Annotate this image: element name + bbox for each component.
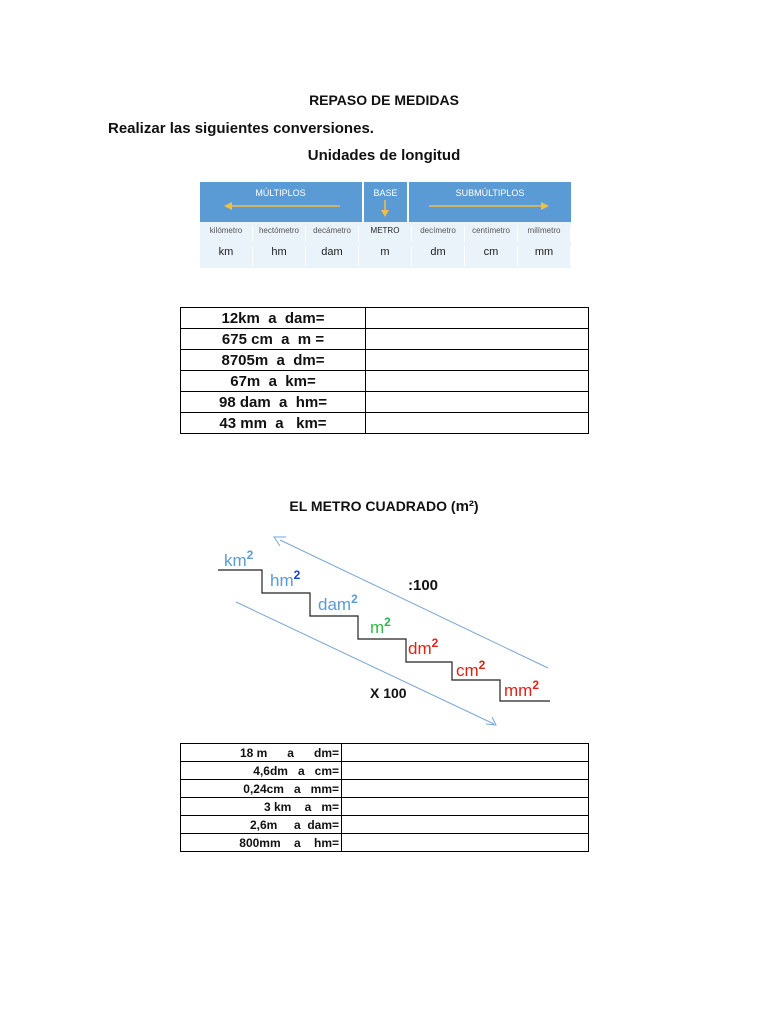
unit-name: hectómetro [253,226,306,242]
exercise-question: 43 mm a km= [181,413,366,434]
exercise-question: 675 cm a m = [181,329,366,350]
exercise-question: 3 km a m= [181,798,342,816]
unit-symbol: dam [306,246,359,266]
length-conversion-table [180,307,589,434]
square-meter-title-unit: m² [455,498,474,515]
answer-cell[interactable] [366,308,589,329]
unit-name: decímetro [412,226,465,242]
unit-chart [200,182,571,268]
answer-cell[interactable] [342,762,589,780]
answer-cell[interactable] [366,392,589,413]
answer-cell[interactable] [366,329,589,350]
step-label-dm2: $dm^2$ [408,636,439,658]
multiples-group [200,182,361,222]
multiples-label: MÚLTIPLOS [255,188,306,198]
right-arrow-icon [409,198,571,218]
table-row [181,392,589,413]
exercise-question: 18 m a dm= [181,744,342,762]
unit-symbols-row [200,246,571,266]
unit-symbol: hm [253,246,306,266]
exercise-question: 98 dam a hm= [181,392,366,413]
unit-symbol: m [359,246,412,266]
unit-name: centímetro [465,226,518,242]
area-conversion-table [180,743,589,852]
table-row [181,329,589,350]
left-arrow-icon [200,198,361,218]
exercise-question: 4,6dm a cm= [181,762,342,780]
step-label-dam2: dam$^2$ [318,592,358,614]
base-label: BASE [373,188,398,198]
step-label-cm2: $cm^2$ [456,658,486,680]
answer-cell[interactable] [366,371,589,392]
instructions: Realizar las siguientes conversiones. [108,120,374,137]
table-row [181,798,589,816]
step-label-mm2: $mm^2$ [504,678,540,700]
submultiples-label: SUBMÚLTIPLOS [455,188,525,198]
table-row [181,308,589,329]
exercise-question: 67m a km= [181,371,366,392]
divide-label: :100 [408,577,439,594]
exercise-question: 2,6m a dam= [181,816,342,834]
table-row [181,816,589,834]
answer-cell[interactable] [342,834,589,852]
answer-cell[interactable] [342,798,589,816]
table-row [181,762,589,780]
table-row [181,413,589,434]
square-meter-title [0,498,768,515]
square-meter-title-text: EL METRO CUADRADO ( [289,498,456,514]
page-title: REPASO DE MEDIDAS [309,92,459,108]
table-row [181,834,589,852]
staircase-diagram [210,528,560,728]
unit-name: METRO [359,226,412,242]
step-label-m2: $m^2$ [370,615,391,637]
answer-cell[interactable] [342,816,589,834]
multiply-label: X 100 [370,685,407,701]
unit-symbol: cm [465,246,518,266]
table-row [181,350,589,371]
table-row [181,371,589,392]
exercise-question: 800mm a hm= [181,834,342,852]
table-row [181,780,589,798]
answer-cell[interactable] [366,350,589,371]
table-row [181,744,589,762]
unit-symbol: mm [518,246,571,266]
exercise-question: 8705m a dm= [181,350,366,371]
section-title [0,147,768,164]
answer-cell[interactable] [366,413,589,434]
exercise-question: 0,24cm a mm= [181,780,342,798]
unit-name: kilómetro [200,226,253,242]
exercise-question: 12km a dam= [181,308,366,329]
section-title-text: Unidades de longitud [307,147,461,164]
unit-symbol: dm [412,246,465,266]
answer-cell[interactable] [342,744,589,762]
answer-cell[interactable] [342,780,589,798]
step-label-hm2: $hm^2$ [270,568,301,590]
unit-names-row [200,226,571,242]
unit-symbol: km [200,246,253,266]
submultiples-group [409,182,571,222]
down-arrow-icon [364,198,407,218]
unit-chart-header [200,182,571,222]
unit-name: decámetro [306,226,359,242]
unit-name: milímetro [518,226,571,242]
base-group [364,182,407,222]
step-label-km2: $km^2$ [224,548,254,570]
square-meter-title-close: ) [473,498,479,514]
